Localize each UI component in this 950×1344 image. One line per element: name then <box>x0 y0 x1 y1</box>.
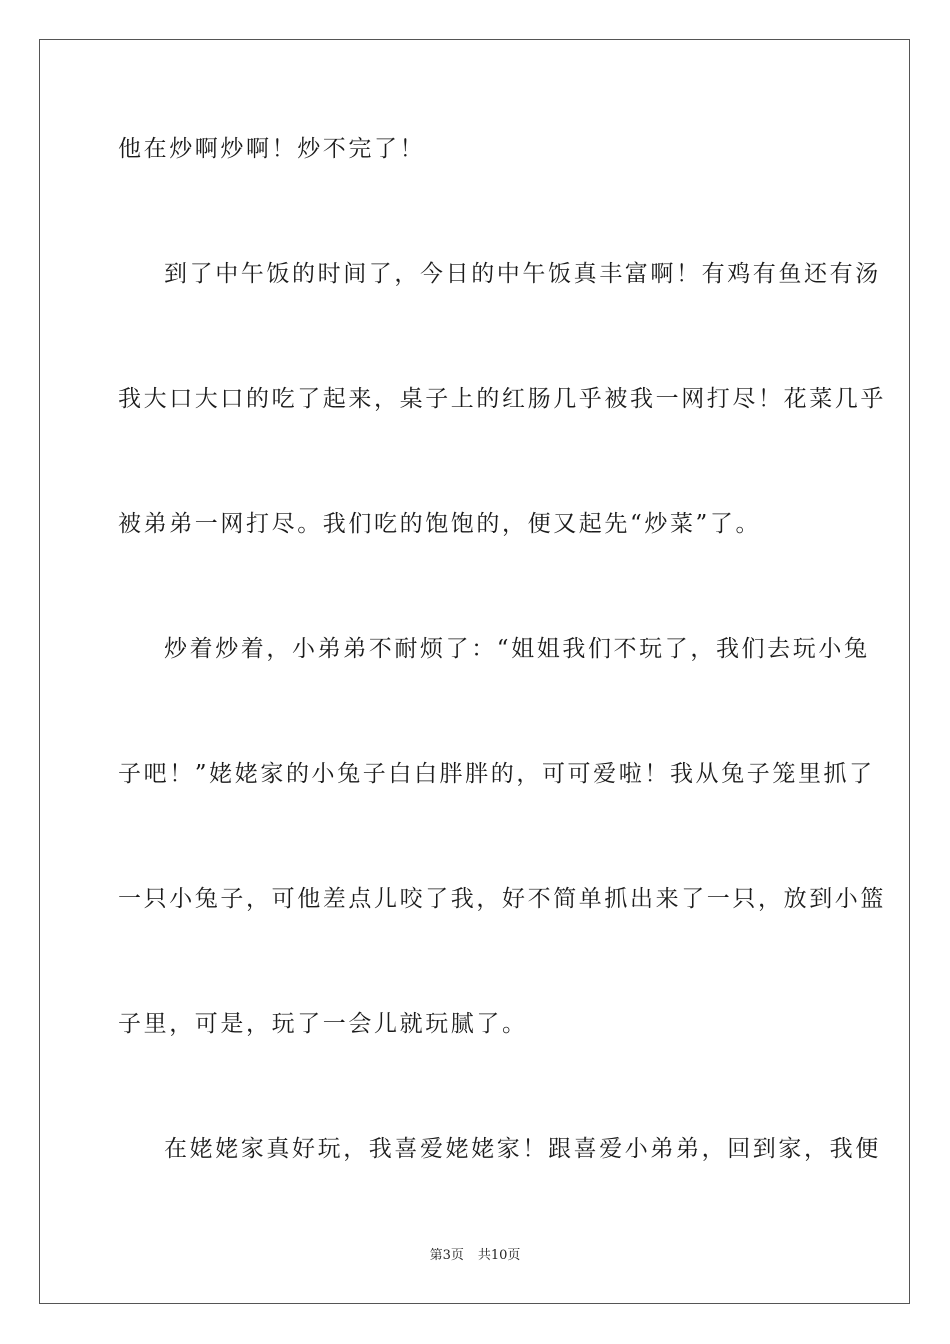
paragraph-line: 炒着炒着，小弟弟不耐烦了：“姐姐我们不玩了，我们去玩小兔 <box>164 636 870 662</box>
paragraph-line: 一只小兔子，可他差点儿咬了我，好不简单抓出来了一只，放到小篮 <box>118 886 886 912</box>
paragraph-line: 到了中午饭的时间了，今日的中午饭真丰富啊！有鸡有鱼还有汤 <box>164 261 881 287</box>
paragraph-line: 子里，可是，玩了一会儿就玩腻了。 <box>118 1011 528 1037</box>
paragraph-line: 子吧！”姥姥家的小兔子白白胖胖的，可可爱啦！我从兔子笼里抓了 <box>118 761 875 787</box>
paragraph-line: 他在炒啊炒啊！炒不完了！ <box>118 136 426 162</box>
page-footer <box>0 1247 950 1265</box>
paragraph-line: 我大口大口的吃了起来，桌子上的红肠几乎被我一网打尽！花菜几乎 <box>118 386 886 412</box>
page-border <box>39 39 910 1304</box>
paragraph-line: 在姥姥家真好玩，我喜爱姥姥家！跟喜爱小弟弟，回到家，我便 <box>164 1136 881 1162</box>
page-number: 第3页 <box>429 1248 464 1263</box>
page-total: 共10页 <box>477 1248 521 1263</box>
paragraph-line: 被弟弟一网打尽。我们吃的饱饱的，便又起先“炒菜”了。 <box>118 511 762 537</box>
